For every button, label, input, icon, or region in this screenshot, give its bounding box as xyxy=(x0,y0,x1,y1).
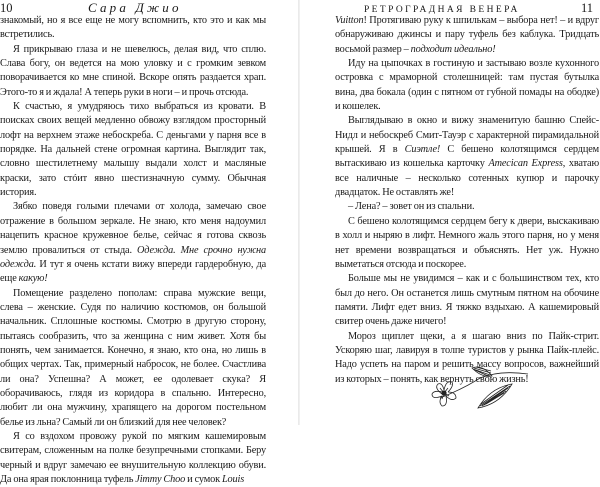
paragraph xyxy=(0,200,266,286)
paragraph xyxy=(0,287,266,430)
page-number-left: 10 xyxy=(0,1,13,15)
text-run: , хватаю все наличные – несколько сотенных купюр и парочку двадцаток. Не оставлять же! xyxy=(335,158,600,199)
text-run: – Лена? – зовет он из спальни. xyxy=(348,201,475,213)
paragraph xyxy=(335,200,599,214)
paragraph xyxy=(0,100,266,200)
paragraph xyxy=(335,272,599,329)
text-run: Больше мы не увидимся – как и с большинством тех, кто был до него. Он останется лишь смутным пятном на обочине памяти. Лифт едет вниз. Я тяжко вздыхаю. А кашемировый свитер очень даже ничего! xyxy=(335,273,599,328)
text-run: Иду на цыпочках в гостиную и застываю возле кухонного островка с мраморной столешницей: там пустая бутылка вина, два бокала (один с пятном от губной помады на ободке) и кошелек. xyxy=(335,58,599,113)
italic-run: Jimmy Choo xyxy=(135,474,186,485)
running-head-title: РЕТРОГРАДНАЯ ВЕНЕРА xyxy=(364,5,520,15)
text-run: Зябко поведя голыми плечами от холода, замечаю свое отражение в большом зеркале. Не знаю, кто меня надоумил нацепить красное кружевное белье, сейчас я готова сквозь землю провалиться от стыда. xyxy=(0,201,266,256)
page-number-right: 11 xyxy=(581,1,594,15)
text-run: и сумок xyxy=(185,474,222,485)
text-run: Я прикрываю глаза и не шевелюсь, делая вид, что сплю. Слава богу, он ведется на мою уловку и с громким зевком поворачивается ко мне спиной. Вскоре опять раздается храп. Этого-то я и ждала! А теперь руки в ноги – и прочь отсюда. xyxy=(0,43,266,98)
italic-run: Louis xyxy=(221,474,245,485)
italic-run: какую! xyxy=(18,273,48,285)
text-run: К счастью, я умудряюсь тихо выбраться из кровати. В поисках своих вещей медленно обвожу взглядом просторный лофт на верхнем этаже небоскреба. С деньгами у парня все в порядке. На дальней стене огромная картина. Выглядит так, словно шестилетнему малышу выдали холст и масляные краски, зато стóит явно шестизначную сумму. Обычная история. xyxy=(0,101,266,199)
paragraph xyxy=(335,114,599,200)
text-run: С бешено колотящимся сердцем вытаскиваю из кошелька карточку xyxy=(335,144,599,170)
paragraph xyxy=(335,57,599,114)
text-run: Я со вздохом провожу рукой по мягким кашемировым свитерам, сложенным на полке безупречными стопками. Беру черный и вдруг замечаю ее внушительную коллекцию обуви. Да она ярая поклонница туфель xyxy=(0,430,266,485)
paragraph xyxy=(0,430,266,487)
text-run: знакомый, но я все еще не могу вспомнить, кто это и как мы встретились. xyxy=(0,15,266,41)
book-spine-gutter xyxy=(298,0,300,425)
paragraph xyxy=(0,14,266,43)
italic-run: подходит идеально! xyxy=(410,43,496,55)
paragraph xyxy=(335,215,599,272)
paragraph xyxy=(335,14,599,57)
paragraph xyxy=(0,43,266,100)
italic-run: Amecican Express xyxy=(488,158,563,170)
text-run: ! Протягиваю руку к шпилькам – выбора нет! – и вдруг обнаруживаю джинсы и пару туфель без каблука. Тридцать восьмой размер – xyxy=(335,15,599,55)
text-run: Помещение разделено пополам: справа мужские вещи, слева – женские. Судя по наличию костюмов, он большой начальник. Сплошные костюмы. Смотрю в другую сторону, пытаясь сообразить, что за женщина с ним живет. Хотя бы понять, чем занимается. Конечно, я знаю, кто она, но лишь в общих чертах. Так, примерный набросок, не более. Счастлива ли она? Успешна? А может, ее одолевает скука? Я оборачиваюсь, глядя из коридора в спальню. Интересно, любит ли она мужчину, храпящего на дорогом постельном белье из льна? Самый ли он близкий для нее человек? xyxy=(0,287,266,428)
running-head-author: Сара Джио xyxy=(88,0,182,15)
text-run: С бешено колотящимся сердцем бегу к двери, выскакиваю в холл и ныряю в лифт. Немного жаль этого парня, но у меня нет времени возвращаться и объяснять. Нет уж. Нужно выметаться отсюда и поскорее. xyxy=(335,215,599,270)
flower-sprig-ornament-icon xyxy=(420,358,535,413)
text-run: Мороз щиплет щеки, а я шагаю вниз по Пайк-стрит. Ускоряю шаг, лавируя в толпе туристов у рынка Пайк-плейс. Надо успеть на паром и решить массу вопросов, важнейший из которых – понять, как вернуть свою жизнь! xyxy=(335,330,599,385)
italic-run: Vuitton xyxy=(335,15,364,26)
body-text-right xyxy=(335,14,599,387)
body-text-left xyxy=(0,14,266,487)
italic-run: Сиэтле! xyxy=(404,144,441,156)
text-run: Выглядываю в окно и вижу знаменитую башню Спейс-Нидл и небоскреб Смит-Тауэр с характерной пирамидальной крышей. Я в xyxy=(335,115,599,156)
italic-run: Одежда. Мне срочно нужна одежда. xyxy=(0,244,266,270)
text-run: И тут я очень кстати вижу впереди гардеробную, да еще xyxy=(0,258,266,285)
